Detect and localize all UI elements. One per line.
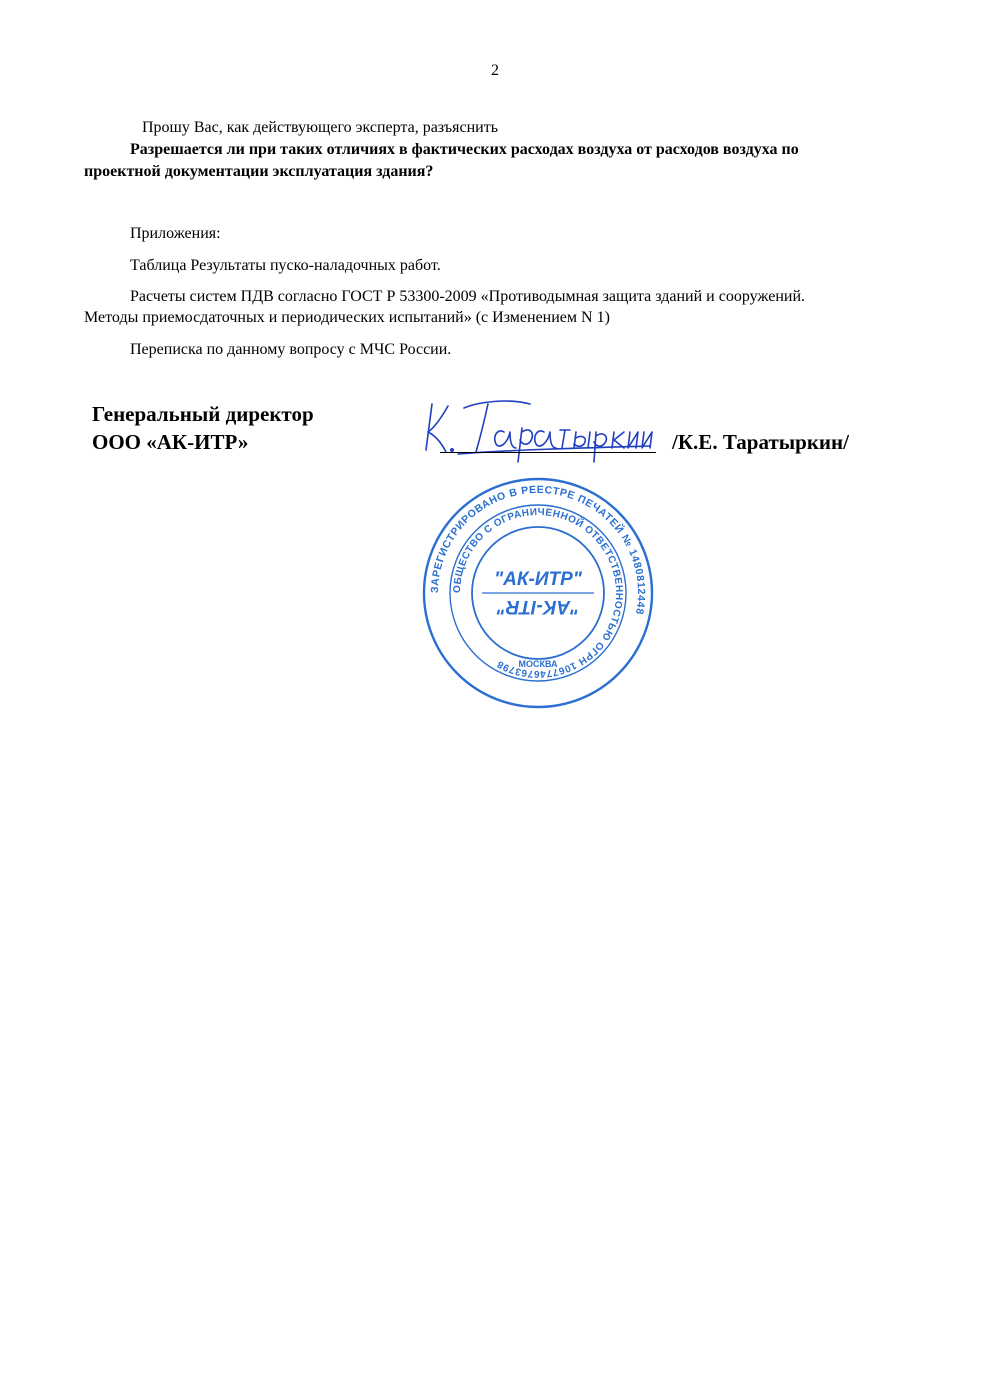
- question-line-1: Разрешается ли при таких отличиях в фактических расходах воздуха от расходов воздуха по: [130, 141, 799, 158]
- request-line: Прошу Вас, как действующего эксперта, разъяснить: [142, 119, 498, 136]
- stamp-center-bottom: "AK-ITR": [496, 596, 580, 617]
- signer-company: ООО «АК-ИТР»: [92, 430, 249, 454]
- signature-line: [440, 452, 656, 453]
- signer-name: /К.Е. Таратыркин/: [672, 430, 849, 454]
- stamp-center-top: "АК-ИТР": [494, 569, 582, 590]
- question-line-2: проектной документации эксплуатация здания?: [84, 163, 434, 180]
- attachment-item-1: Таблица Результаты пуско-наладочных работ.: [130, 257, 441, 274]
- page-number: 2: [491, 62, 499, 79]
- attachment-item-3: Переписка по данному вопросу с МЧС России.: [130, 341, 452, 358]
- stamp-city: МОСКВА: [518, 659, 558, 669]
- handwritten-signature: [418, 392, 663, 467]
- attachment-item-2-line-1: Расчеты систем ПДВ согласно ГОСТ Р 53300-2009 «Противодымная защита зданий и сооружений.: [130, 288, 806, 305]
- attachment-item-2-line-2: Методы приемосдаточных и периодических испытаний» (с Изменением N 1): [84, 309, 610, 326]
- company-stamp: [420, 475, 656, 711]
- stamp-outer-ring-text: ЗАРЕГИСТРИРОВАНО В РЕЕСТРЕ ПЕЧАТЕЙ № 1480812448: [428, 483, 648, 616]
- stamp-inner-ring-text: ОБЩЕСТВО С ОГРАНИЧЕННОЙ ОТВЕТСТВЕННОСТЬЮ ОГРН 1067746763798: [451, 506, 625, 680]
- signer-position: Генеральный директор: [92, 402, 314, 426]
- attachments-heading: Приложения:: [130, 225, 221, 242]
